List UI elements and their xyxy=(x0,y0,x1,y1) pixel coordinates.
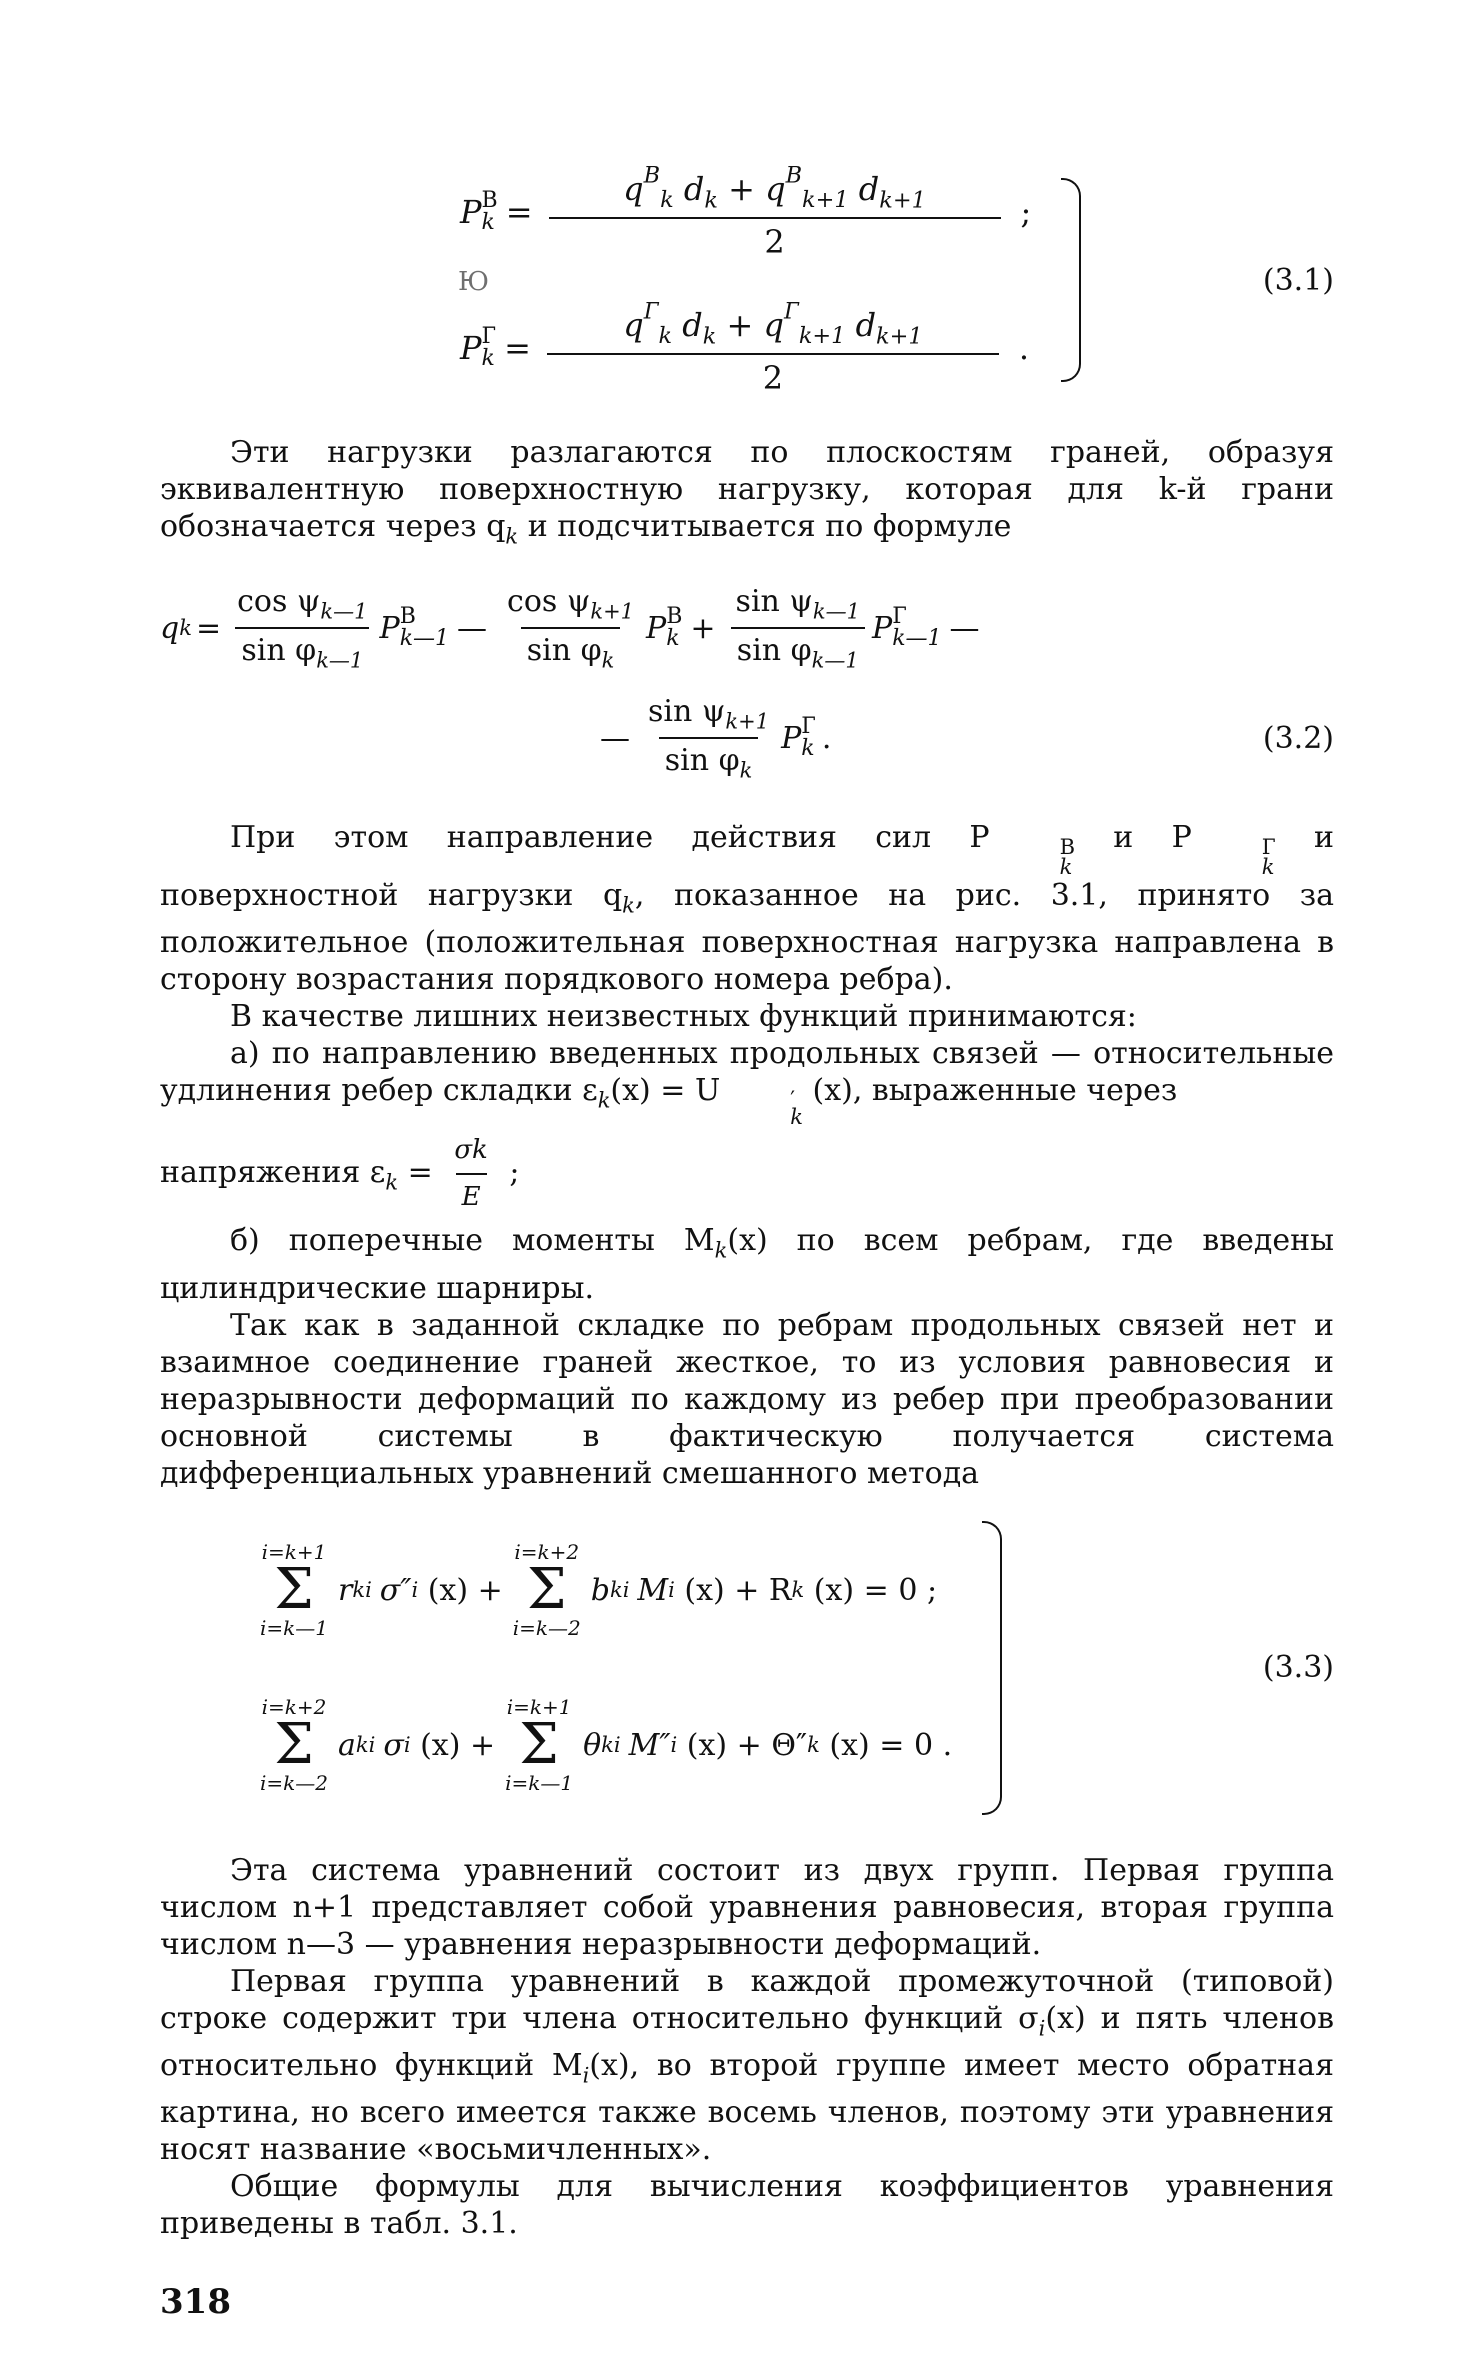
equation-3-1-lines xyxy=(460,157,1031,403)
eq-symbol: θ xyxy=(583,1727,602,1763)
paragraph: Общие формулы для вычисления коэффициентов уравнения приведены в табл. 3.1. xyxy=(160,2169,1334,2242)
sum-lower-limit: i=k—1 xyxy=(260,1616,328,1641)
eq-text: cos ψ xyxy=(237,584,321,619)
paragraph xyxy=(160,1963,1334,2169)
paragraph xyxy=(160,819,1334,998)
eq-sup: В xyxy=(481,188,498,213)
sum-upper-limit: i=k+2 xyxy=(261,1695,327,1720)
eq-symbol: d xyxy=(683,169,705,208)
eq-text: cos ψ xyxy=(507,584,591,619)
equation-number: (3.3) xyxy=(1262,1650,1334,1686)
fraction xyxy=(448,1132,494,1216)
eq-sub: k+1 xyxy=(725,709,770,734)
text-sub: k xyxy=(714,1238,728,1263)
eq-sub: k—1 xyxy=(399,626,450,652)
equation-3-2 xyxy=(160,573,1334,793)
eq-sub: ki xyxy=(609,1578,630,1603)
paragraph: Так как в заданной складке по ребрам продольных связей нет и взаимное соединение граней жесткое, то из условия равновесия и неразрывности деформаций по каждому из ребер при преобразовании основной системы в фактическую получается система дифференциальных уравнений смешанного метода xyxy=(160,1307,1334,1491)
eq-text: (x) + R xyxy=(674,1572,792,1608)
eq-symbol: P xyxy=(646,610,667,646)
text-sub: k xyxy=(790,1105,803,1130)
text-run: а) по направлению введенных продольных связей — относительные удлинения ребер складки ε xyxy=(160,1035,1334,1108)
eq-sub: k+1 xyxy=(879,187,926,214)
paragraph xyxy=(160,1035,1334,1130)
eq-denominator: 2 xyxy=(549,217,1001,261)
sum-lower-limit: i=k—2 xyxy=(260,1771,328,1796)
text-run: (x) = U xyxy=(610,1072,721,1108)
eq-sup: В xyxy=(399,604,416,630)
eq-text: sin φ xyxy=(736,633,812,669)
eq-symbol: d xyxy=(858,169,880,208)
paragraph: Эта система уравнений состоит из двух групп. Первая группа числом n+1 представляет собой уравнения равновесия, вторая группа числом n—3 — уравнения неразрывности деформаций. xyxy=(160,1852,1334,1962)
eq-sub: k xyxy=(807,1733,820,1758)
text-run: (x) и пять членов относительно функций M xyxy=(160,2000,1335,2083)
eq-symbol: q xyxy=(765,169,786,208)
paragraph: В качестве лишних неизвестных функций принимаются: xyxy=(230,998,1137,1034)
eq-symbol: d xyxy=(855,305,877,344)
eq-symbol: σ xyxy=(383,1727,404,1763)
eq-symbol: q xyxy=(623,305,644,344)
text-run: При этом направление действия сил P xyxy=(230,820,990,856)
text-run: и подсчитывается по формуле xyxy=(518,509,1012,544)
sum-operator xyxy=(505,1695,573,1795)
equation-3-1-line1: P В k = $q_{Вk}$ $d_k + q_{Вk+1}$ $d_{k+1}$ 2 ; xyxy=(460,162,1032,262)
eq-sub: ki xyxy=(352,1578,372,1603)
fraction xyxy=(547,299,999,398)
equation-3-3 xyxy=(160,1508,1334,1828)
eq-sub: k+1 xyxy=(802,187,849,214)
equation-3-1-line2: P Г k = $q_{Гk}$ $d_k + q_{Гk+1}$ $d_{k+1}$ 2 . xyxy=(460,298,1030,398)
fraction xyxy=(501,584,640,673)
text-sup: ′ xyxy=(790,1087,796,1112)
eq-sub: k xyxy=(702,323,717,350)
eq-text: (x) + Θ″ xyxy=(677,1727,808,1763)
eq-sub: k xyxy=(660,187,674,214)
eq-symbol: P xyxy=(781,720,802,756)
eq-symbol: P xyxy=(379,610,400,646)
eq-symbol: P xyxy=(460,193,482,231)
text-run: б) поперечные моменты M xyxy=(230,1223,715,1259)
right-brace xyxy=(982,1521,1002,1815)
eq-sub: k xyxy=(481,210,495,235)
fraction xyxy=(730,584,866,673)
eq-punct: . xyxy=(1018,329,1030,367)
eq-sup: В xyxy=(666,604,683,630)
fraction xyxy=(642,694,775,783)
eq-sub: k xyxy=(801,736,815,762)
eq-denominator: E xyxy=(456,1173,487,1216)
sigma-symbol: Σ xyxy=(274,1557,314,1623)
text-run: = xyxy=(398,1155,443,1191)
sum-operator xyxy=(513,1540,581,1640)
sum-operator xyxy=(260,1540,328,1640)
eq-sub: k+1 xyxy=(876,323,923,350)
eq-operator: + xyxy=(726,305,754,344)
sum-operator xyxy=(260,1695,328,1795)
text-run: Первая группа уравнений в каждой промежуточной (типовой) строке содержит три члена относительно функций σ xyxy=(160,1963,1334,2036)
text-sub: k xyxy=(505,524,519,549)
eq-text: sin φ xyxy=(241,633,317,669)
eq-symbol: M xyxy=(637,1572,669,1608)
text-run: Эти нагрузки разлагаются по плоскостям граней, образуя эквивалентную поверхностную нагрузку, которая для k-й грани обозначается через q xyxy=(160,435,1334,544)
text-run: ; xyxy=(499,1155,520,1191)
eq-punct: ; xyxy=(1020,193,1032,231)
eq-text: sin ψ xyxy=(648,694,726,729)
eq-sub: i xyxy=(411,1578,419,1603)
eq-sub: k xyxy=(704,187,718,214)
right-brace xyxy=(1061,178,1081,382)
eq-sub: k—1 xyxy=(811,648,859,673)
page-number: 318 xyxy=(160,2282,231,2323)
text-run: (x) по всем ребрам, где введены цилиндрические шарниры. xyxy=(160,1223,1334,1306)
eq-symbol: P xyxy=(872,610,893,646)
sigma-symbol: Σ xyxy=(526,1557,567,1623)
fraction xyxy=(549,163,1001,262)
eq-punct: . xyxy=(821,720,832,756)
eq-operator: + xyxy=(690,610,716,646)
text-run: напряжения ε xyxy=(160,1155,386,1191)
text-run: и P xyxy=(1075,820,1192,856)
eq-sub: ki xyxy=(355,1733,376,1758)
eq-symbol: M″ xyxy=(628,1727,671,1763)
eq-operator: + xyxy=(728,169,755,208)
eq-text: sin φ xyxy=(664,743,740,779)
sum-upper-limit: i=k+1 xyxy=(261,1540,327,1565)
equation-3-3-line1 xyxy=(250,1513,952,1668)
eq-sub: i xyxy=(670,1733,678,1758)
equation-number: (3.2) xyxy=(1262,720,1334,756)
sum-lower-limit: i=k—2 xyxy=(512,1616,581,1641)
eq-symbol: a xyxy=(338,1727,356,1763)
eq-text: (x) = 0 . xyxy=(819,1727,953,1763)
text-sub: k xyxy=(1059,854,1073,879)
text-sub: k xyxy=(385,1170,399,1195)
text-sub: k xyxy=(622,892,635,917)
text-sup: Г xyxy=(1261,834,1276,859)
eq-symbol: P xyxy=(460,329,482,367)
eq-sub: k—1 xyxy=(316,648,364,673)
eq-sub: i xyxy=(668,1578,675,1603)
text-run: (x), во второй группе имеет место обратная картина, но всего имеется также восемь членов, поэтому эти уравнения носят название «восьмичленных». xyxy=(160,2047,1334,2168)
eq-sup: В xyxy=(643,162,661,189)
eq-sub: k xyxy=(481,346,495,371)
eq-sup: Г xyxy=(643,298,659,325)
eq-sup: Г xyxy=(801,714,816,740)
sigma-symbol: Σ xyxy=(519,1712,559,1778)
eq-symbol: σ″ xyxy=(379,1572,412,1608)
eq-operator: — xyxy=(949,610,980,646)
equation-3-1 xyxy=(160,150,1334,410)
eq-operator: = xyxy=(195,610,222,646)
eq-symbol: q xyxy=(160,610,180,646)
text-sub: i xyxy=(582,2063,590,2088)
eq-sub: ki xyxy=(601,1733,621,1758)
eq-text: (x) = 0 ; xyxy=(804,1572,938,1608)
text-run: , показанное на рис. 3.1, принято за положительное (положительная поверхностная нагрузка направлена в сторону возрастания порядкового номера ребра). xyxy=(160,877,1335,997)
eq-sub: k—1 xyxy=(320,599,368,624)
eq-sub: k xyxy=(179,616,192,641)
sum-lower-limit: i=k—1 xyxy=(505,1771,574,1796)
eq-sub: k—1 xyxy=(812,599,861,624)
eq-sub: k+1 xyxy=(590,599,635,624)
eq-sub: i xyxy=(403,1733,411,1758)
print-artifact: Ю xyxy=(458,267,490,297)
eq-symbol: q xyxy=(763,305,784,344)
eq-text: sin φ xyxy=(526,633,602,669)
equation-number: (3.1) xyxy=(1262,262,1334,298)
text-run: (x), выраженные через xyxy=(802,1072,1178,1108)
eq-denominator: 2 xyxy=(547,353,999,397)
eq-sub: k xyxy=(666,626,680,652)
eq-text: (x) + xyxy=(418,1572,503,1608)
text-sup: В xyxy=(1059,834,1075,859)
eq-operator: — xyxy=(600,720,630,756)
eq-sub: k xyxy=(791,1578,805,1603)
eq-symbol: b xyxy=(590,1572,610,1608)
eq-numerator: σk xyxy=(454,1135,488,1166)
text-sub: i xyxy=(1038,2015,1046,2040)
equation-3-2-line1 xyxy=(160,573,1334,683)
eq-sub: k xyxy=(658,323,673,350)
eq-symbol: d xyxy=(682,305,703,344)
eq-symbol: r xyxy=(338,1572,353,1608)
sigma-symbol: Σ xyxy=(274,1712,314,1778)
eq-sup: Г xyxy=(783,298,799,325)
eq-symbol: q xyxy=(623,169,644,208)
eq-operator: — xyxy=(457,610,488,646)
sum-upper-limit: i=k+1 xyxy=(506,1695,572,1720)
text-sub: k xyxy=(1261,854,1275,879)
eq-sub: k+1 xyxy=(798,323,846,350)
eq-sub: k xyxy=(739,758,753,783)
eq-sub: k—1 xyxy=(892,626,942,652)
eq-sup: В xyxy=(785,162,803,189)
equation-3-3-line2 xyxy=(250,1668,952,1823)
eq-sup: Г xyxy=(481,324,497,349)
eq-sub: k xyxy=(601,648,615,673)
sum-upper-limit: i=k+2 xyxy=(514,1540,580,1565)
fraction xyxy=(231,584,373,673)
text-run: и поверхностной нагрузки q xyxy=(160,820,1335,913)
paragraph xyxy=(160,1132,1334,1216)
eq-text: (x) + xyxy=(410,1727,496,1763)
equation-3-2-line2 xyxy=(160,683,1334,793)
text-sub: k xyxy=(597,1088,611,1113)
paragraph xyxy=(160,434,1334,555)
eq-sup: Г xyxy=(892,604,907,630)
eq-text: sin ψ xyxy=(735,584,813,619)
paragraph xyxy=(160,1222,1334,1306)
